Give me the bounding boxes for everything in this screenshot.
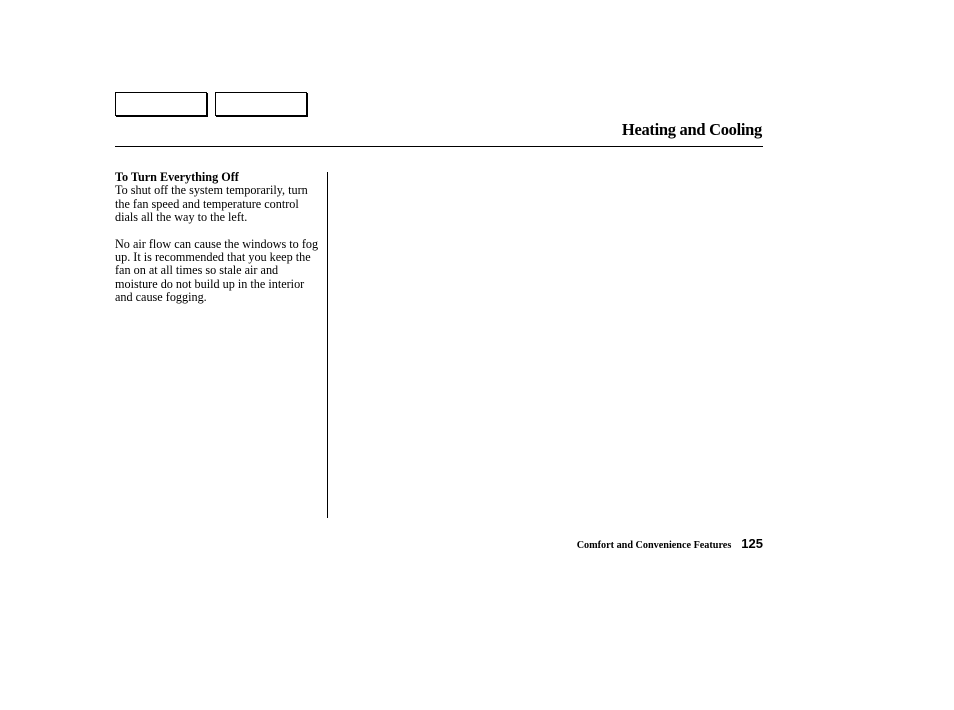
nav-button-next[interactable] [215,92,307,116]
section-heading: To Turn Everything Off [115,170,239,184]
paragraph-shutoff: To shut off the system temporarily, turn the fan speed and temperature control dials all the way to the left. [115,183,308,225]
page-number: 125 [741,536,763,551]
page-footer [577,536,763,551]
nav-button-previous[interactable] [115,92,207,116]
column-divider [327,172,328,518]
page-title: Heating and Cooling [621,120,762,139]
footer-section-name: Comfort and Convenience Features [576,540,732,551]
paragraph-fogging: No air flow can cause the windows to fog up. It is recommended that you keep the fan on at all times so stale air and moisture do not build up in the interior and cause fogging. [115,236,319,305]
text-column [115,171,323,305]
header-divider [115,146,763,147]
